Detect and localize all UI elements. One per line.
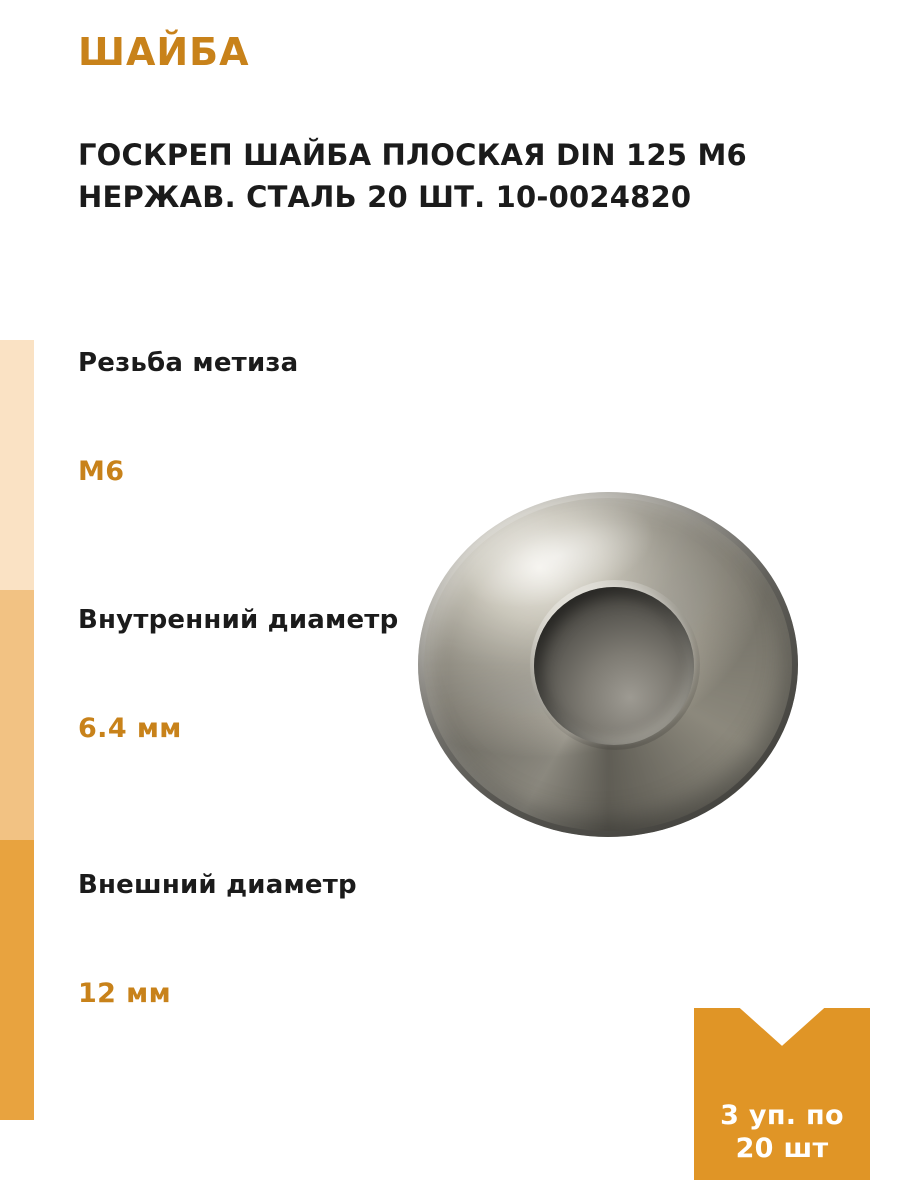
spec-inner-diameter bbox=[78, 605, 398, 744]
quantity-badge-text bbox=[694, 1099, 870, 1167]
quantity-badge-line1: 3 уп. по bbox=[720, 1099, 844, 1131]
spec-inner-diameter-label: Внутренний диаметр bbox=[78, 605, 399, 635]
spec-inner-diameter-value: 6.4 мм bbox=[78, 713, 182, 744]
spec-thread-value: М6 bbox=[78, 456, 125, 487]
washer-hole bbox=[534, 587, 694, 745]
product-name: ГОСКРЕП ШАЙБА ПЛОСКАЯ DIN 125 М6 НЕРЖАВ. СТАЛЬ 20 ШТ. 10-0024820 bbox=[78, 138, 747, 215]
quantity-badge bbox=[694, 1008, 870, 1180]
stripe-dark bbox=[0, 840, 34, 1120]
quantity-badge-line2: 20 шт bbox=[735, 1133, 829, 1165]
washer-photo bbox=[418, 492, 798, 837]
spec-outer-diameter-label: Внешний диаметр bbox=[78, 870, 357, 900]
stripe-mid bbox=[0, 590, 34, 840]
spec-outer-diameter bbox=[78, 870, 357, 1009]
stripe-light bbox=[0, 340, 34, 590]
spec-thread bbox=[78, 348, 298, 487]
spec-thread-label: Резьба метиза bbox=[78, 348, 299, 378]
left-stripe-group bbox=[0, 0, 34, 1200]
spec-outer-diameter-value: 12 мм bbox=[78, 978, 172, 1009]
page-title: ШАЙБА bbox=[78, 30, 250, 74]
